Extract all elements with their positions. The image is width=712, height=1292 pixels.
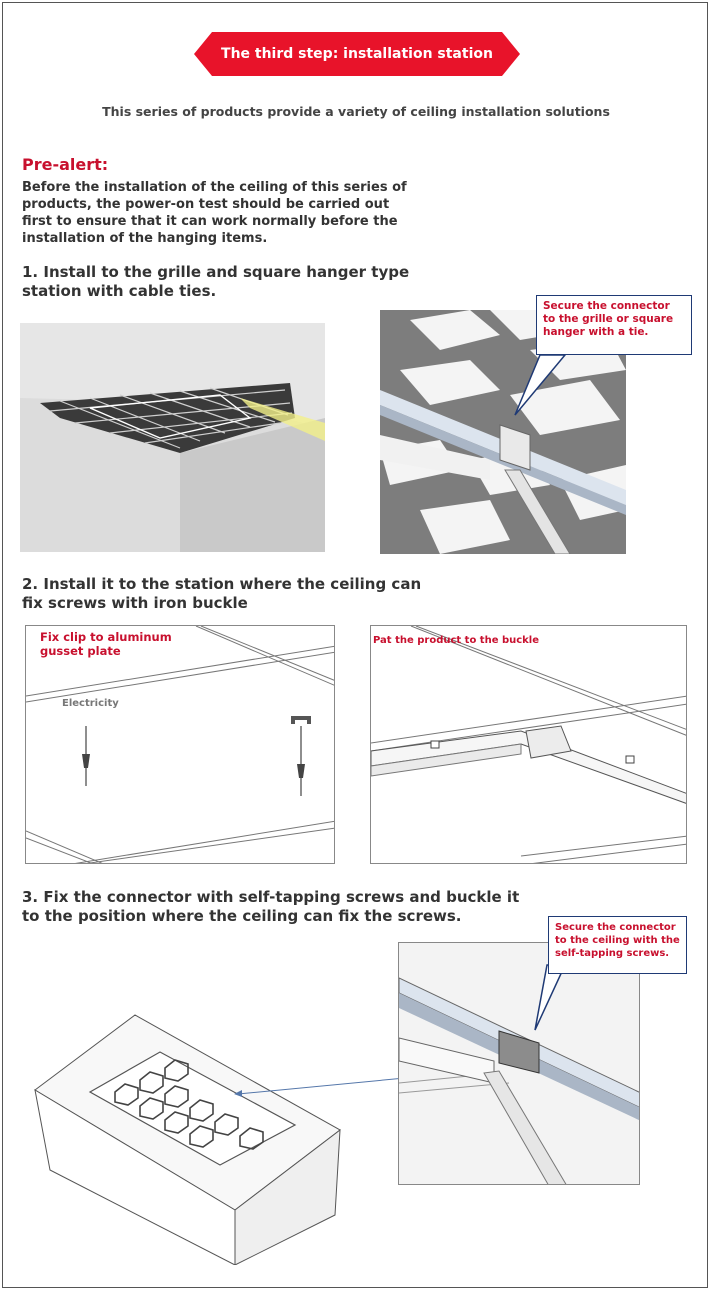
- step2-electricity-label: Electricity: [62, 698, 119, 709]
- banner-title: The third step: installation station: [221, 46, 493, 62]
- step2-title-line2: fix screws with iron buckle: [22, 594, 248, 612]
- pre-alert-title: Pre-alert:: [22, 155, 109, 174]
- step-banner: [194, 32, 520, 76]
- step1-callout: Secure the connector to the grille or square hanger with a tie.: [536, 295, 692, 355]
- step3-title: [22, 888, 519, 926]
- step1-title-line2: station with cable ties.: [22, 282, 217, 300]
- step3-arrow: [230, 1070, 410, 1100]
- pre-alert-body: Before the installation of the ceiling of this series of products, the power-on test should be carried out first to ensure that it can work normally before the installation of the hanging items.: [22, 180, 407, 246]
- step1-room-photo: [20, 323, 325, 552]
- step3-ceiling-box-illustration: [30, 1010, 350, 1265]
- step2-right-label: Pat the product to the buckle: [373, 635, 540, 646]
- step3-detail-illustration: [398, 942, 640, 1185]
- step2-left-label: Fix clip to aluminum gusset plate: [40, 630, 172, 658]
- step2-title: [22, 575, 421, 613]
- step2-clip-illustration: [25, 625, 335, 864]
- step2-title-line1: 2. Install it to the station where the ceiling can: [22, 575, 422, 593]
- step3-title-line1: 3. Fix the connector with self-tapping screws and buckle it: [22, 888, 520, 906]
- step3-title-line2: to the position where the ceiling can fix the screws.: [22, 907, 462, 925]
- step1-title: [22, 263, 409, 301]
- step1-title-line1: 1. Install to the grille and square hanger type: [22, 263, 410, 281]
- step2-buckle-illustration: [370, 625, 687, 864]
- step3-callout: Secure the connector to the ceiling with the self-tapping screws.: [548, 916, 687, 974]
- page-subtitle: This series of products provide a variety of ceiling installation solutions: [102, 104, 610, 119]
